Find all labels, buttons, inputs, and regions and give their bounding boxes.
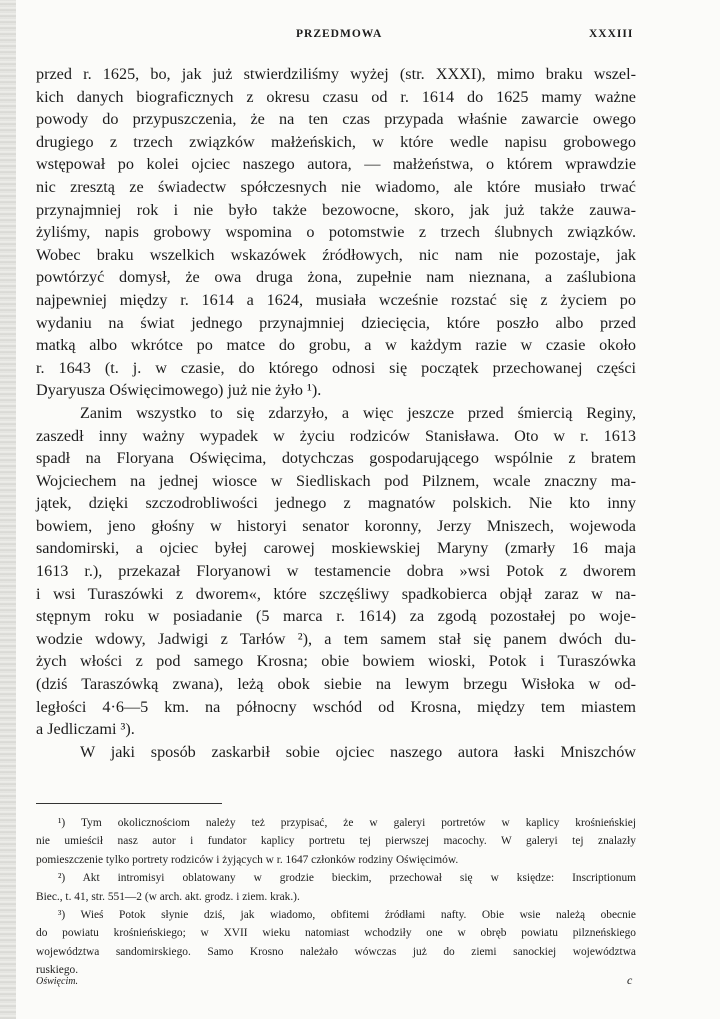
body-line: i wsi Turaszówki z dworem«, które szczęśliwy spadkobierca objął zaraz w na-	[36, 584, 636, 603]
footnote-line: ²) Akt intromisyi oblatowany w grodzie bieckim, przechował się w księdze: Inscriptionum	[58, 872, 636, 885]
body-text	[36, 63, 636, 763]
footnote-separator	[36, 803, 222, 804]
body-line: drugiego z trzech związków małżeńskich, w które wedle napisu grobowego	[36, 132, 636, 151]
footnote-line: nie umieścił nasz autor i fundator kaplicy portretu tej pierwszej macochy. W galeryi tej znalazły	[36, 835, 636, 848]
body-line: stępnym roku w posiadanie (5 marca r. 1614) za zgodą pozostałej po woje-	[36, 607, 636, 626]
footnotes	[36, 814, 636, 980]
body-line: Wojciechem na jednej wiosce w Siedliskach pod Pilznem, wcale znaczny ma-	[36, 471, 636, 490]
body-line: nic zresztą ze świadectw spółczesnych nie wiadomo, ale które musiało trwać	[36, 177, 636, 196]
signature-mark: Oświęcim.	[36, 976, 78, 987]
footnote-line: ³) Wieś Potok słynie dziś, jak wiadomo, obfitemi źródłami nafty. Obie wsie należą obecnie	[58, 908, 636, 921]
body-line: zaszedł inny ważny wypadek w życiu rodziców Stanisława. Oto w r. 1613	[36, 426, 636, 445]
body-line: najpewniej między r. 1614 a 1624, musiała wcześnie rozstać się z życiem po	[36, 290, 636, 309]
footnote-line: do powiatu krośnieńskiego; w XVII wieku natomiast wchodziły one w obręb powiatu pilzneńskiego	[36, 927, 636, 940]
body-line: przed r. 1625, bo, jak już stwierdziliśmy wyżej (str. XXXI), mimo braku wszel-	[36, 65, 636, 83]
body-line: sandomirski, a ojciec byłej carowej moskiewskiej Maryny (zmarły 16 maja	[36, 539, 636, 558]
body-line-paragraph-end: Dyaryusza Oświęcimowego) już nie żyło ¹).	[36, 381, 322, 400]
body-line: wydaniu na świat jednego przynajmniej dziecięcia, które poszło albo przed	[36, 313, 636, 332]
body-line: (dziś Taraszówką zwana), leżą obok siebie na lewym brzegu Wisłoka w od-	[36, 675, 636, 694]
body-line: wstępował po kolei ojciec naszego autora, — małżeństwa, o którem wprawdzie	[36, 155, 636, 174]
footnote-line: Biec., t. 41, str. 551—2 (w arch. akt. grodz. i ziem. krak.).	[36, 890, 300, 903]
body-line: wodzie wdowy, Jadwigi z Tarłów ²), a tem samem stał się panem dwóch du-	[36, 629, 636, 648]
body-line: matką albo wkrótce po matce do grobu, a w każdym razie w czasie około	[36, 336, 636, 355]
body-line: ległości 4·6—5 km. na północny wschód od Krosna, między tem miastem	[36, 697, 636, 716]
running-head-title: PRZEDMOWA	[296, 28, 383, 40]
body-line-paragraph-start: Zanim wszystko to się zdarzyło, a więc jeszcze przed śmiercią Reginy,	[80, 403, 636, 422]
body-line: powody do przypuszczenia, że na ten czas przypada właśnie zawarcie owego	[36, 110, 636, 129]
body-line: żych włości z pod samego Krosna; obie bowiem wioski, Potok i Turaszówka	[36, 652, 636, 671]
body-line: powtórzyć domysł, że owa druga żona, zupełnie nam nieznana, a zaślubiona	[36, 268, 636, 287]
footnote-line: województwa sandomirskiego. Samo Krosno należało wówczas już do ziemi sanockiej województwa	[36, 945, 636, 958]
body-line: Wobec braku wszelkich wskazówek źródłowych, nic nam nie pozostaje, jak	[36, 245, 636, 264]
footnote-line: ¹) Tym okolicznościom należy też przypisać, że w galeryi portretów w kaplicy krośnieńskiej	[58, 817, 636, 829]
body-line: r. 1643 (t. j. w czasie, do którego odnosi się początek przechowanej części	[36, 358, 636, 377]
body-line: żyliśmy, napis grobowy wspomina o potomstwie z trzech ślubnych związków.	[36, 223, 636, 242]
body-line: spadł na Floryana Oświęcima, dotychczas gospodarującego wspólnie z bratem	[36, 449, 636, 468]
body-line-paragraph-start: W jaki sposób zaskarbił sobie ojciec naszego autora łaski Mniszchów	[80, 742, 636, 761]
running-head	[0, 28, 720, 44]
body-line: jątek, dzięki szczodrobliwości jednego z magnatów polskich. Nie kto inny	[36, 494, 636, 513]
corner-mark: c	[627, 973, 633, 987]
page-number: XXXIII	[589, 28, 634, 40]
binding-edge	[0, 0, 16, 1019]
footnote-line: pomieszczenie tylko portrety rodziców i żyjących w r. 1647 członków rodziny Oświęcimów.	[36, 853, 459, 866]
body-line: bowiem, jeno głośny w historyi senator koronny, Jerzy Mniszech, wojewoda	[36, 516, 636, 535]
footnote-line: ruskiego.	[36, 964, 79, 977]
body-line: kich danych biograficznych z okresu czasu od r. 1614 do 1625 mamy ważne	[36, 87, 636, 106]
body-line-paragraph-end: a Jedliczami ³).	[36, 720, 135, 739]
body-line: przynajmniej rok i nie było także bezowocne, skoro, jak już także zauwa-	[36, 200, 636, 219]
body-line: 1613 r.), przekazał Floryanowi w testamencie dobra »wsi Potok z dworem	[36, 562, 636, 581]
